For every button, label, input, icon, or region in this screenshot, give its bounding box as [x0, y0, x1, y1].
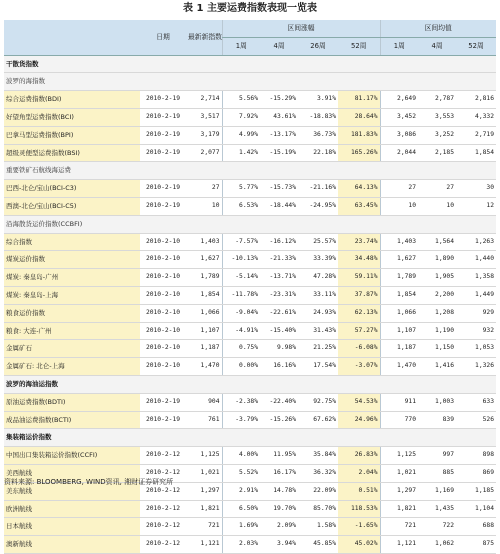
row-average: 1,890 [418, 251, 456, 269]
row-latest: 721 [186, 518, 222, 536]
section-label: 干散货指数 [4, 55, 496, 73]
row-average: 1,187 [380, 340, 418, 358]
header-chg-26w: 26周 [298, 37, 338, 55]
row-average: 1,003 [418, 393, 456, 411]
table-row [4, 358, 496, 376]
row-change: 45.85% [298, 536, 338, 554]
row-date: 2010-2-19 [140, 144, 186, 162]
section-label: 集装箱运价指数 [4, 429, 496, 447]
row-name: 煤炭: 秦皇岛-广州 [4, 269, 140, 287]
header-avg-group: 区间均值 [380, 20, 496, 37]
row-date: 2010-2-12 [140, 536, 186, 554]
row-name: 巴西-北仑/宝山(BCI-C3) [4, 180, 140, 198]
row-average: 1,021 [380, 464, 418, 482]
row-average: 1,435 [418, 500, 456, 518]
row-average: 898 [456, 447, 496, 465]
row-average: 1,169 [418, 482, 456, 500]
row-change: 9.98% [260, 340, 298, 358]
row-change: 16.17% [260, 464, 298, 482]
row-name: 综合指数 [4, 233, 140, 251]
row-latest: 2,077 [186, 144, 222, 162]
row-change: 45.02% [338, 536, 380, 554]
row-change: 3.91% [298, 91, 338, 109]
header-latest: 最新新指数 [186, 20, 222, 55]
row-change: -5.14% [222, 269, 260, 287]
row-latest: 1,125 [186, 447, 222, 465]
row-change: 92.75% [298, 393, 338, 411]
row-name: 原油运费指数(BDTI) [4, 393, 140, 411]
row-change: 28.64% [338, 108, 380, 126]
row-date: 2010-2-12 [140, 500, 186, 518]
row-date: 2010-2-12 [140, 518, 186, 536]
row-date: 2010-2-19 [140, 197, 186, 215]
row-change: 11.95% [260, 447, 298, 465]
row-name: 煤炭运价指数 [4, 251, 140, 269]
row-average: 2,649 [380, 91, 418, 109]
row-change: -9.04% [222, 304, 260, 322]
row-change: -6.08% [338, 340, 380, 358]
row-average: 770 [380, 411, 418, 429]
row-average: 3,553 [418, 108, 456, 126]
row-average: 721 [380, 518, 418, 536]
row-change: 165.26% [338, 144, 380, 162]
table-row [4, 322, 496, 340]
row-average: 1,208 [418, 304, 456, 322]
row-change: -4.91% [222, 322, 260, 340]
table-row [4, 91, 496, 109]
row-change: 5.56% [222, 91, 260, 109]
row-average: 10 [418, 197, 456, 215]
row-latest: 1,021 [186, 464, 222, 482]
table-row [4, 340, 496, 358]
row-average: 2,787 [418, 91, 456, 109]
row-latest: 1,187 [186, 340, 222, 358]
header-chg-1w: 1周 [222, 37, 260, 55]
row-change: 62.13% [338, 304, 380, 322]
row-date: 2010-2-10 [140, 340, 186, 358]
row-change: 25.57% [298, 233, 338, 251]
subsection-header [4, 215, 496, 233]
row-average: 1,564 [418, 233, 456, 251]
row-average: 1,854 [380, 286, 418, 304]
row-change: -3.07% [338, 358, 380, 376]
header-change-group: 区间涨幅 [222, 20, 380, 37]
row-change: 36.73% [298, 126, 338, 144]
row-average: 1,062 [418, 536, 456, 554]
row-date: 2010-2-10 [140, 269, 186, 287]
header-chg-52w: 52周 [338, 37, 380, 55]
row-latest: 1,854 [186, 286, 222, 304]
row-average: 10 [380, 197, 418, 215]
row-name: 粮食运价指数 [4, 304, 140, 322]
row-latest: 27 [186, 180, 222, 198]
row-average: 839 [418, 411, 456, 429]
row-average: 2,044 [380, 144, 418, 162]
row-change: -22.61% [260, 304, 298, 322]
row-average: 932 [456, 322, 496, 340]
row-change: 22.09% [298, 482, 338, 500]
row-change: 7.92% [222, 108, 260, 126]
row-change: -21.16% [298, 180, 338, 198]
row-average: 526 [456, 411, 496, 429]
row-date: 2010-2-10 [140, 322, 186, 340]
row-change: 0.75% [222, 340, 260, 358]
row-average: 1,416 [418, 358, 456, 376]
row-name: 西澳-北仑/宝山(BCI-C5) [4, 197, 140, 215]
row-name: 美西航线 [4, 464, 140, 482]
row-date: 2010-2-19 [140, 180, 186, 198]
row-average: 929 [456, 304, 496, 322]
row-average: 885 [418, 464, 456, 482]
row-name: 综合运费指数(BDI) [4, 91, 140, 109]
row-change: -22.40% [260, 393, 298, 411]
section-label: 波罗的海指数 [4, 73, 496, 91]
row-latest: 1,107 [186, 322, 222, 340]
row-change: 64.13% [338, 180, 380, 198]
row-date: 2010-2-10 [140, 304, 186, 322]
row-change: 34.48% [338, 251, 380, 269]
row-average: 3,252 [418, 126, 456, 144]
row-change: 59.11% [338, 269, 380, 287]
row-average: 1,326 [456, 358, 496, 376]
row-average: 1,185 [456, 482, 496, 500]
row-latest: 761 [186, 411, 222, 429]
section-label: 重要铁矿石航线海运费 [4, 162, 496, 180]
row-latest: 3,517 [186, 108, 222, 126]
row-date: 2010-2-19 [140, 411, 186, 429]
row-latest: 1,470 [186, 358, 222, 376]
section-label: 沿海散货运价指数(CCBFI) [4, 215, 496, 233]
row-change: 54.53% [338, 393, 380, 411]
row-change: -16.12% [260, 233, 298, 251]
row-date: 2010-2-10 [140, 286, 186, 304]
row-change: 6.50% [222, 500, 260, 518]
row-latest: 10 [186, 197, 222, 215]
row-change: -1.65% [338, 518, 380, 536]
row-average: 1,440 [456, 251, 496, 269]
row-change: -7.57% [222, 233, 260, 251]
table-row [4, 286, 496, 304]
row-name: 超级灵便型运费指数(BSI) [4, 144, 140, 162]
row-change: 4.99% [222, 126, 260, 144]
row-change: 2.03% [222, 536, 260, 554]
section-header [4, 429, 496, 447]
row-latest: 1,121 [186, 536, 222, 554]
row-average: 27 [418, 180, 456, 198]
row-average: 2,719 [456, 126, 496, 144]
table-row [4, 251, 496, 269]
table-row [4, 269, 496, 287]
row-change: 35.84% [298, 447, 338, 465]
header-avg-52w: 52周 [456, 37, 496, 55]
row-change: 81.17% [338, 91, 380, 109]
row-average: 30 [456, 180, 496, 198]
row-change: 5.52% [222, 464, 260, 482]
row-change: 16.16% [260, 358, 298, 376]
footnote: 资料来源: BLOOMBERG, WIND资讯, 湘财证券研究所 [4, 478, 174, 486]
row-name: 好望角型运费指数(BCI) [4, 108, 140, 126]
table-row [4, 393, 496, 411]
row-change: 1.42% [222, 144, 260, 162]
row-latest: 1,297 [186, 482, 222, 500]
row-change: 23.74% [338, 233, 380, 251]
row-change: 0.51% [338, 482, 380, 500]
subsection-header [4, 73, 496, 91]
row-change: 1.69% [222, 518, 260, 536]
row-change: 19.70% [260, 500, 298, 518]
row-change: 17.54% [298, 358, 338, 376]
row-change: 85.70% [298, 500, 338, 518]
row-latest: 1,627 [186, 251, 222, 269]
row-change: -15.26% [260, 411, 298, 429]
table-row [4, 144, 496, 162]
row-date: 2010-2-10 [140, 358, 186, 376]
row-average: 1,263 [456, 233, 496, 251]
row-name: 日本航线 [4, 518, 140, 536]
table-row [4, 233, 496, 251]
row-average: 27 [380, 180, 418, 198]
row-change: 2.91% [222, 482, 260, 500]
row-change: 5.77% [222, 180, 260, 198]
table-row [4, 411, 496, 429]
table-row [4, 447, 496, 465]
row-change: 6.53% [222, 197, 260, 215]
table-row [4, 180, 496, 198]
header-date: 日期 [140, 20, 186, 55]
row-name: 巴拿马型运费指数(BPI) [4, 126, 140, 144]
row-average: 1,053 [456, 340, 496, 358]
table-row [4, 500, 496, 518]
row-average: 4,332 [456, 108, 496, 126]
row-change: 118.53% [338, 500, 380, 518]
row-name: 澳新航线 [4, 536, 140, 554]
table-title: 表 1 主要运费指数表现一览表 [183, 3, 317, 14]
row-date: 2010-2-12 [140, 482, 186, 500]
row-change: 24.93% [298, 304, 338, 322]
row-name: 欧洲航线 [4, 500, 140, 518]
row-change: -2.38% [222, 393, 260, 411]
row-average: 1,403 [380, 233, 418, 251]
row-latest: 2,714 [186, 91, 222, 109]
row-average: 1,297 [380, 482, 418, 500]
row-average: 1,627 [380, 251, 418, 269]
row-latest: 1,066 [186, 304, 222, 322]
row-change: 21.25% [298, 340, 338, 358]
row-name: 金属矿石: 北仑-上海 [4, 358, 140, 376]
row-change: -18.44% [260, 197, 298, 215]
row-change: 181.83% [338, 126, 380, 144]
table-row [4, 197, 496, 215]
row-change: -11.78% [222, 286, 260, 304]
row-average: 1,066 [380, 304, 418, 322]
row-latest: 904 [186, 393, 222, 411]
row-average: 875 [456, 536, 496, 554]
row-change: -21.33% [260, 251, 298, 269]
row-change: -15.40% [260, 322, 298, 340]
row-average: 1,789 [380, 269, 418, 287]
row-latest: 1,789 [186, 269, 222, 287]
row-change: 2.04% [338, 464, 380, 482]
row-change: 22.18% [298, 144, 338, 162]
freight-index-table [4, 20, 496, 554]
row-average: 997 [418, 447, 456, 465]
row-average: 1,150 [418, 340, 456, 358]
row-latest: 3,179 [186, 126, 222, 144]
row-date: 2010-2-10 [140, 251, 186, 269]
row-change: 4.00% [222, 447, 260, 465]
row-latest: 1,821 [186, 500, 222, 518]
row-change: 47.28% [298, 269, 338, 287]
row-name: 金属矿石 [4, 340, 140, 358]
row-date: 2010-2-10 [140, 233, 186, 251]
row-average: 2,816 [456, 91, 496, 109]
table-row [4, 304, 496, 322]
row-change: 37.87% [338, 286, 380, 304]
row-average: 869 [456, 464, 496, 482]
row-latest: 1,403 [186, 233, 222, 251]
row-change: -3.79% [222, 411, 260, 429]
row-date: 2010-2-19 [140, 393, 186, 411]
row-average: 12 [456, 197, 496, 215]
header-avg-4w: 4周 [418, 37, 456, 55]
row-change: 33.11% [298, 286, 338, 304]
row-date: 2010-2-19 [140, 108, 186, 126]
row-change: -15.73% [260, 180, 298, 198]
row-change: -24.95% [298, 197, 338, 215]
row-change: -13.71% [260, 269, 298, 287]
row-average: 1,358 [456, 269, 496, 287]
row-average: 1,190 [418, 322, 456, 340]
row-change: 3.94% [260, 536, 298, 554]
row-change: 31.43% [298, 322, 338, 340]
row-average: 722 [418, 518, 456, 536]
row-name: 美东航线 [4, 482, 140, 500]
row-average: 688 [456, 518, 496, 536]
row-average: 2,185 [418, 144, 456, 162]
table-row [4, 126, 496, 144]
section-label: 波罗的海油运指数 [4, 375, 496, 393]
header-chg-4w: 4周 [260, 37, 298, 55]
row-change: 67.62% [298, 411, 338, 429]
row-average: 633 [456, 393, 496, 411]
row-average: 1,854 [456, 144, 496, 162]
header-avg-1w: 1周 [380, 37, 418, 55]
row-average: 2,200 [418, 286, 456, 304]
section-header [4, 55, 496, 73]
row-name: 粮食: 大连-广州 [4, 322, 140, 340]
row-change: -13.17% [260, 126, 298, 144]
row-average: 1,905 [418, 269, 456, 287]
row-average: 1,107 [380, 322, 418, 340]
row-average: 1,449 [456, 286, 496, 304]
row-average: 3,452 [380, 108, 418, 126]
row-date: 2010-2-12 [140, 447, 186, 465]
table-row [4, 518, 496, 536]
row-change: 24.96% [338, 411, 380, 429]
table-row [4, 536, 496, 554]
row-change: 63.45% [338, 197, 380, 215]
header-row-1 [4, 20, 496, 37]
header-name [4, 20, 140, 55]
row-date: 2010-2-19 [140, 91, 186, 109]
row-name: 中国出口集装箱运价指数(CCFI) [4, 447, 140, 465]
row-change: 33.39% [298, 251, 338, 269]
row-average: 1,470 [380, 358, 418, 376]
row-change: -15.19% [260, 144, 298, 162]
row-average: 911 [380, 393, 418, 411]
row-average: 1,121 [380, 536, 418, 554]
row-average: 1,125 [380, 447, 418, 465]
row-name: 煤炭: 秦皇岛-上海 [4, 286, 140, 304]
section-header [4, 375, 496, 393]
row-change: 1.58% [298, 518, 338, 536]
row-change: 14.78% [260, 482, 298, 500]
row-average: 3,086 [380, 126, 418, 144]
row-change: -15.29% [260, 91, 298, 109]
row-change: -23.31% [260, 286, 298, 304]
row-change: -10.13% [222, 251, 260, 269]
row-name: 成品油运费指数(BCTI) [4, 411, 140, 429]
row-change: 0.00% [222, 358, 260, 376]
table-row [4, 108, 496, 126]
row-change: 26.83% [338, 447, 380, 465]
row-date: 2010-2-12 [140, 464, 186, 482]
row-change: 2.09% [260, 518, 298, 536]
row-average: 1,821 [380, 500, 418, 518]
subsection-header [4, 162, 496, 180]
row-change: 43.61% [260, 108, 298, 126]
row-average: 1,104 [456, 500, 496, 518]
row-date: 2010-2-19 [140, 126, 186, 144]
row-change: 57.27% [338, 322, 380, 340]
row-change: -18.83% [298, 108, 338, 126]
row-change: 36.32% [298, 464, 338, 482]
